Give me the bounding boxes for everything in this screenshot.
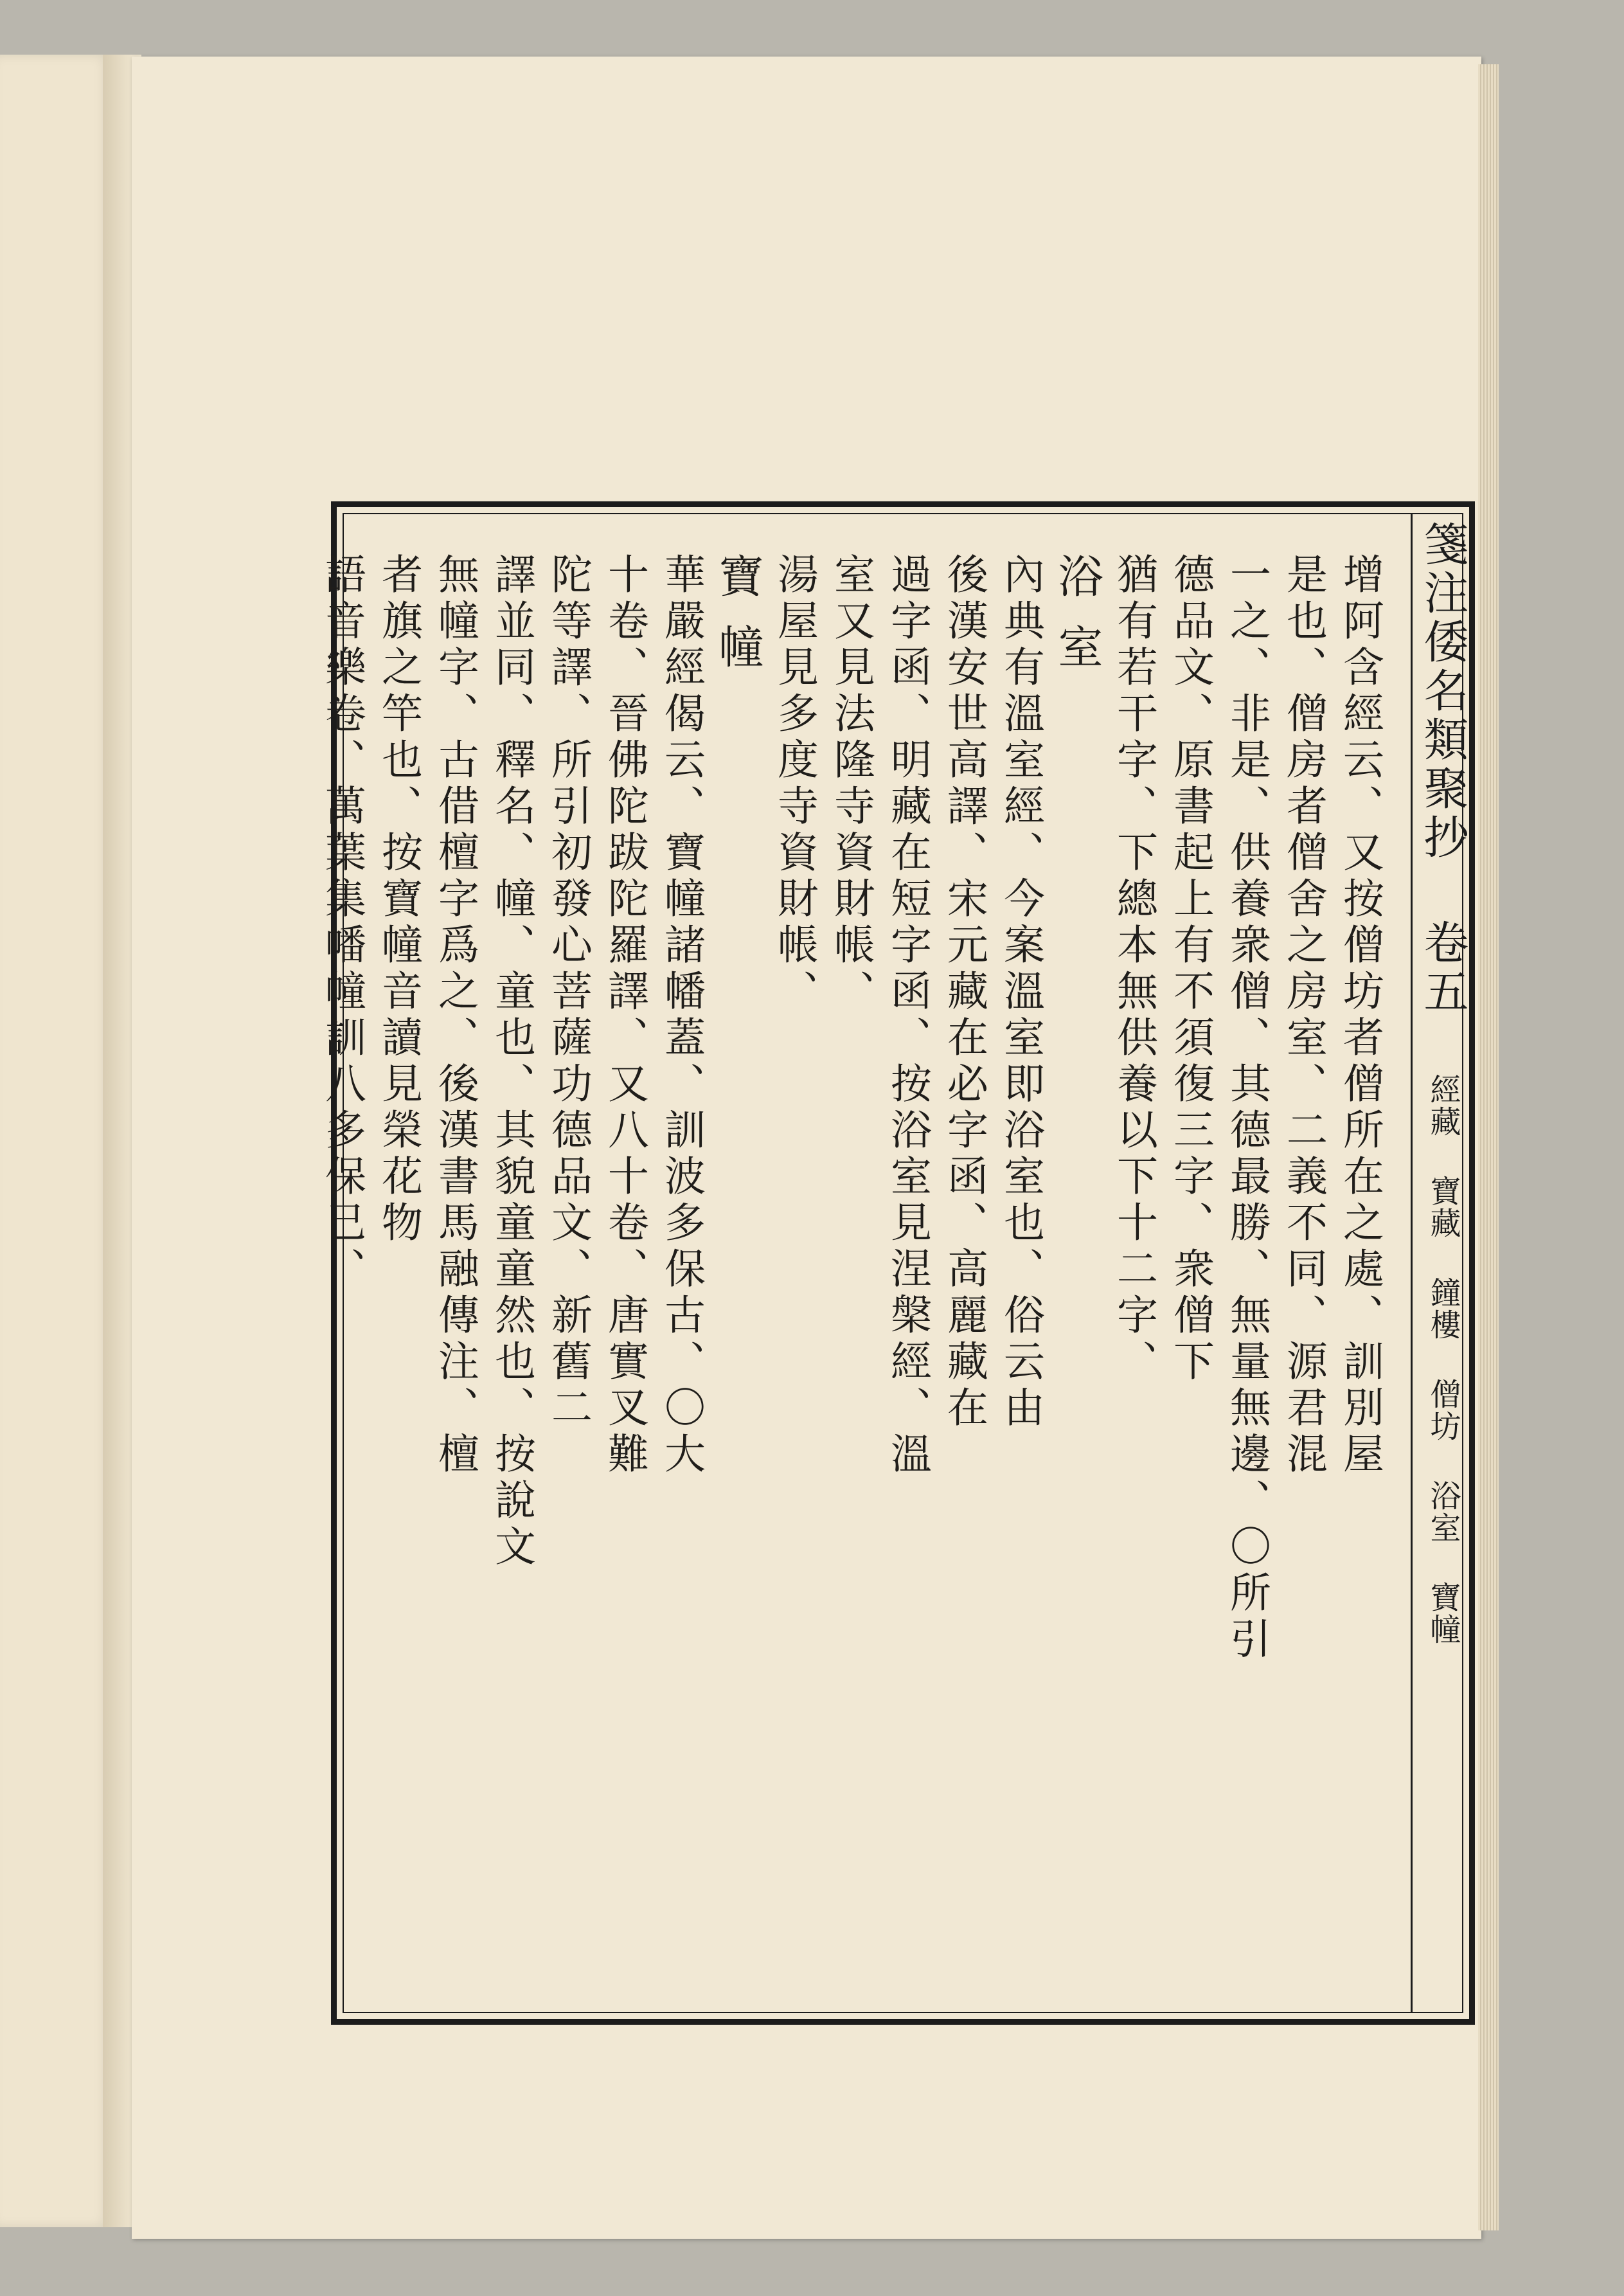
entry-heading-bath-room: 浴室: [1051, 553, 1103, 694]
volume-label: 卷五: [1416, 919, 1469, 1017]
left-facing-page: [0, 55, 112, 2227]
text-column: 湯屋見多度寺資財帳、: [771, 553, 818, 1016]
margin-title: [1414, 521, 1472, 1999]
text-column: 十卷、晉佛陀跋陀羅譯、又八十卷、唐實叉難: [601, 553, 648, 1478]
text-column: 陀等譯、所引初發心菩薩功德品文、新舊二: [544, 553, 592, 1432]
text-column: 猶有若干字、下總本無供養以下十二字、: [1110, 553, 1157, 1386]
text-column: 過字函、明藏在短字函、按浴室見涅槃經、溫: [884, 553, 931, 1478]
text-column: 譯並同、釋名、幢、童也、其貌童童然也、按說文: [488, 553, 535, 1571]
text-column: 者旗之竿也、按寶幢音讀見榮花物: [375, 553, 422, 1247]
text-column: 增阿含經云、又按僧坊者僧所在之處、訓別屋: [1336, 553, 1384, 1478]
entry-heading-jewel-banner: 寶幢: [711, 553, 764, 694]
text-columns: [318, 553, 1388, 1986]
text-column: 德品文、原書起上有不須復三字、衆僧下: [1166, 553, 1214, 1386]
margin-rule: [1411, 514, 1413, 2012]
text-column: 後漢安世高譯、宋元藏在必字函、高麗藏在: [940, 553, 988, 1432]
subject-list: 經藏 寶藏 鐘樓 僧坊 浴室 寶幢: [1425, 1073, 1461, 1646]
text-column: 是也、僧房者僧舍之房室、二義不同、源君混: [1280, 553, 1327, 1478]
text-column: 無幢字、古借檀字爲之、後漢書馬融傳注、檀: [431, 553, 479, 1478]
text-column: 內典有溫室經、今案溫室即浴室也、俗云由: [997, 553, 1044, 1432]
book-title: 箋注倭名類聚抄: [1416, 521, 1469, 863]
text-column: 一之、非是、供養衆僧、其德最勝、無量無邊、〇所引: [1223, 553, 1271, 1664]
text-column: 華嚴經偈云、寶幢諸幡蓋、訓波多保古、〇大: [657, 553, 705, 1478]
text-column: 室又見法隆寺資財帳、: [827, 553, 875, 1016]
text-column: 語音樂卷、萬葉集幡幢訓八多保己、: [318, 553, 366, 1293]
page-edges: [1478, 64, 1499, 2230]
